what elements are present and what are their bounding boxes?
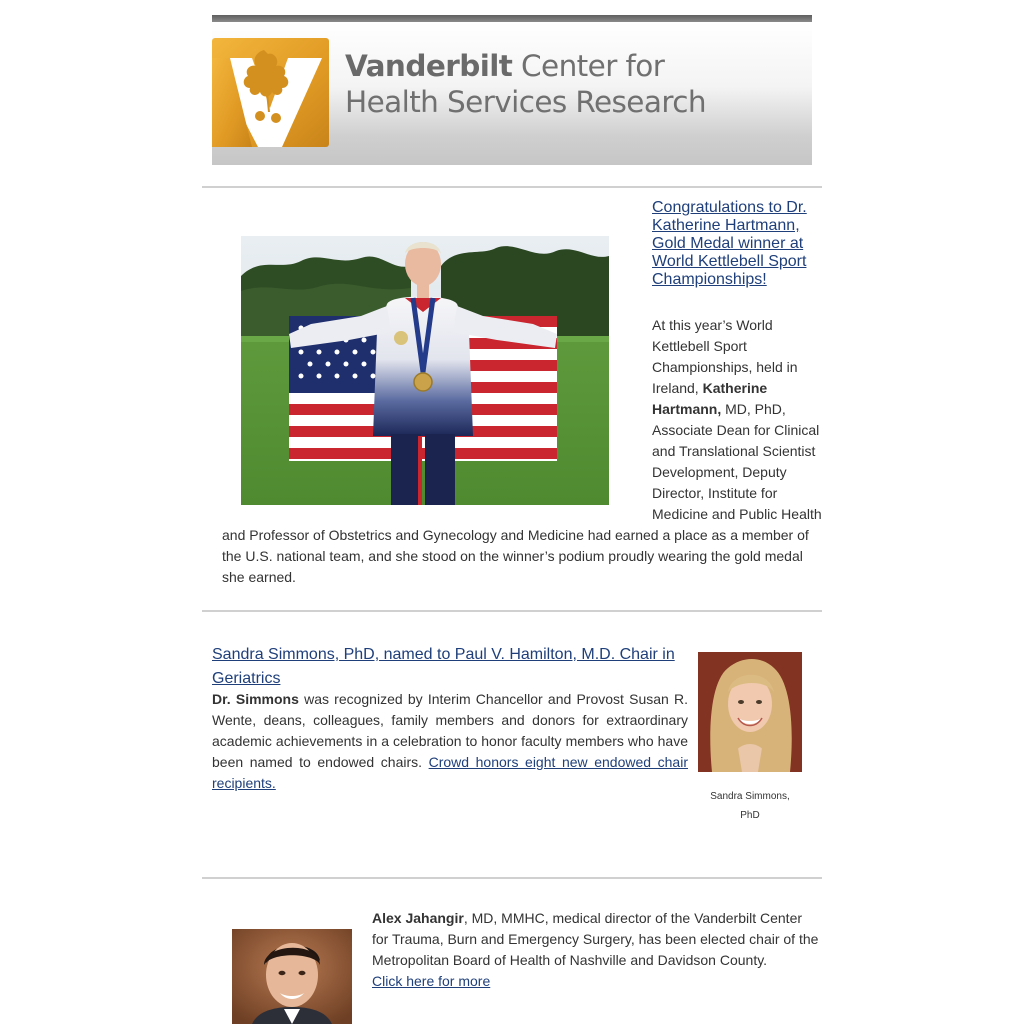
banner-title-line1 [345,48,706,84]
jahangir-body [372,908,822,992]
banner-title-line2: Health Services Research [345,85,706,119]
jahangir-photo[interactable] [232,929,352,1024]
top-rule [212,15,812,22]
simmons-portrait-image [698,652,802,772]
simmons-body [212,689,688,794]
hartmann-headline[interactable] [652,199,824,289]
simmons-body-text: was recognized by Interim Chancellor and Provost Susan R. Wente, deans, colleagues, family members and donors for extraordinary academic achievements in a celebration to honor faculty members who have been named to endowed chairs. [212,691,688,770]
simmons-photo[interactable] [698,652,802,772]
simmons-headline[interactable] [212,643,690,691]
banner-title-line1-rest: Center for [512,49,665,83]
section-divider [202,877,822,879]
simmons-headline-link[interactable]: Sandra Simmons, PhD, named to Paul V. Hamilton, M.D. Chair in Geriatrics [212,646,675,687]
jahangir-name: Alex Jahangir [372,910,464,926]
hartmann-photo-image [241,236,609,505]
hartmann-body-top [652,315,828,525]
simmons-caption-line1: Sandra Simmons, [710,791,790,802]
header-banner [212,22,812,165]
simmons-caption [698,787,802,825]
endowed-chair-link[interactable]: Crowd honors eight new endowed chair recipients. [212,754,688,791]
hartmann-name: Katherine Hartmann, [652,380,768,417]
hartmann-headline-link[interactable]: Congratulations to Dr. Katherine Hartmann, Gold Medal winner at World Kettlebell Sport Championships! [652,199,807,288]
jahangir-body-text: , MD, MMHC, medical director of the Vanderbilt Center for Trauma, Burn and Emergency Surgery, has been elected chair of the Metropolitan Board of Health of Nashville and Davidson County. [372,910,819,968]
simmons-caption-line2: PhD [740,810,760,821]
hartmann-photo[interactable] [241,236,609,505]
jahangir-portrait-image [232,929,352,1024]
banner-title [345,48,706,120]
hartmann-body-title: MD, PhD, Associate Dean for Clinical and Translational Scientist Development, Deputy Director, Institute for Medicine and Public Health [652,401,822,522]
brand-name: Vanderbilt [345,49,513,83]
section-divider [202,610,822,612]
vanderbilt-logo-icon [212,38,329,147]
section-divider [202,186,822,188]
click-here-link[interactable]: Click here for more [372,973,491,989]
simmons-name: Dr. Simmons [212,691,299,707]
hartmann-body-lead: At this year’s World Kettlebell Sport Championships, held in Ireland, [652,317,798,396]
hartmann-body-bottom: and Professor of Obstetrics and Gynecology and Medicine had earned a place as a member of the U.S. national team, and she stood on the winner’s podium proudly wearing the gold medal she earned. [222,527,809,585]
